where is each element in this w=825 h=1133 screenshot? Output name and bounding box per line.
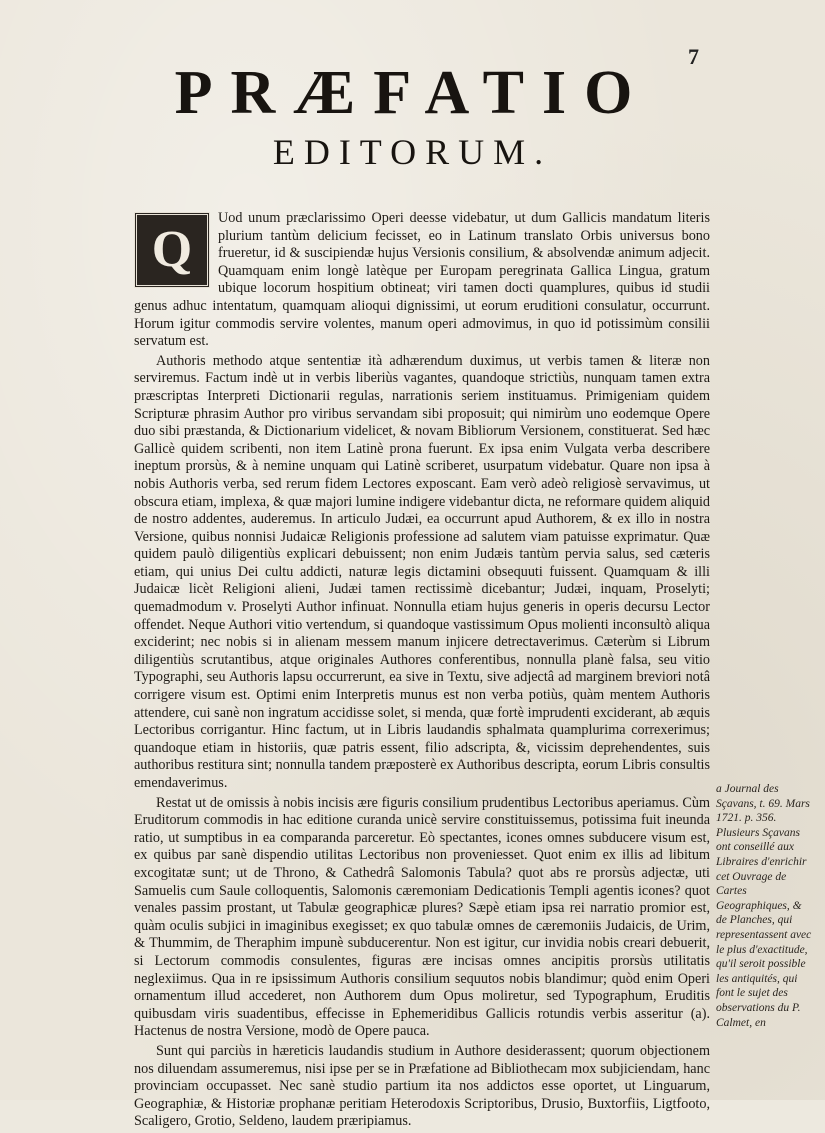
paragraph: Restat ut de omissis à nobis incisis ære figuris consilium prudentibus Lectoribus aperiamus. Cùm Eruditorum commodis in hac editione curanda unicè servire constituissemus, potissima fuit ineunda ratio, ut sumptibus in ea comparanda parceretur. Eò spectantes, icones omnes subducere visum est, ex quibus par sanè dispendio utilitas Lectoribus non proveniesset. Quot enim ex illis ad libitum excogitatæ sunt; ut de Throno, & Cathedrâ Salomonis Tabula? quot abs re prorsùs adjectæ, uti Samuelis cum Saule colloquentis, Salomonis cæremoniam Dedicationis Templi agentis icones? quot venales passim prostant, ut Tabulæ geographicæ plures? Sæpè etiam ipsa rei narratio promior est, quàm oculis subjici in imaginibus exegisset; ex quo tabulæ omnes de cæremoniis Judaicis, de Urim, & Thummim, de Theraphim impunè subducerentur. Non est igitur, cur invidia nobis creari debuerit, si Lectorum commodis consulentes, figuras ære incisas omnes ancipitis prorsùs utilitatis neglexiimus. Qua in re ipsissimum Authoris consilium sequutos nobis blandimur; quòd enim Operi ornamentum illud accederet, non Authorem dum Opus moliretur, sed Typographum, Eruditis quibusdam viris suadentibus, effecisse in Ephemeridibus Gallicis rotundis verbis asseritur (a). Hactenus de nostra Versione, modò de Opere pauca. bbox=[134, 794, 710, 1040]
body-text bbox=[134, 210, 710, 1133]
paragraph: Sunt qui parciùs in hæreticis laudandis studium in Authore desiderassent; quorum objectionem nos diluendam assumeremus, nisi ipse per se in Præfatione ad Bibliothecam mox subjiciendam, hanc provinciam occupasset. Nec sanè studio partium ita nos addictos esse oportet, ut Linguarum, Geographiæ, & Historiæ prophanæ peritiam Heterodoxis Scriptoribus, Drusio, Buxtorfiis, Ligtfooto, Scaligero, Grotio, Seldeno, laudem præripiamus. bbox=[134, 1042, 710, 1130]
margin-note: a Journal des Sçavans, t. 69. Mars 1721. p. 356. Plusieurs Sçavans ont conseillé aux Libraires d'enrichir cet Ouvrage de Cartes Geographiques, & de Planches, qui representassent avec le plus d'exactitude, qu'il seroit possible les antiquités, qui font le sujet des observations du P. Calmet, en bbox=[716, 783, 812, 1029]
decorated-initial: Q bbox=[134, 212, 210, 288]
page-subtitle: EDITORUM. bbox=[272, 132, 553, 172]
page-title: PRÆFATIO bbox=[174, 59, 651, 127]
paragraph: Uod unum præclarissimo Operi deesse videbatur, ut dum Gallicis mandatum literis plurium tantùm delicium fecisset, eo in Latinum translato Orbis universus bono frueretur, id & suscipiendæ hujus Versionis consilium, & absolvendæ animum adjecit. Quamquam enim longè latèque per Europam peregrinata Gallica Lingua, gratum ubique locorum hospitium obtineat; viri tamen docti quamplures, quibus id studii genus adhuc intentatum, quamquam alioqui dignissimi, ut eorum eruditioni consulatur, occurrunt. Horum igitur commodis servire volentes, manum operi admovimus, in quo id potissimùm consilii servatum est. bbox=[134, 210, 710, 350]
page-number: 7 bbox=[688, 44, 699, 69]
paragraph: Authoris methodo atque sententiæ ità adhærendum duximus, ut verbis tamen & literæ non serviremus. Factum indè ut in verbis liberiùs vagantes, quandoque strictiùs, nunquam tamen extra præscriptas Interpreti Dictionarii regulas, narrationis seriem instituamus. Primigeniam quidem Scripturæ phrasim Author pro viribus servandam sibi proposuit; qui nimirùm uno eodemque Opere duo sibi præstanda, & Dictionarium videlicet, & novam Bibliorum Versionem, constituerat. Sed hæc Gallicè quidem scribenti, non item Latinè prona fuerunt. Ex ipsa enim Vulgata verba describere ineptum prorsùs, & à nemine unquam qui Latinè scriberet, usurpatum videbatur. Quare non ipsa à nobis Authoris verba, sed rerum fidem Lectores exposcant. Eam verò adeò religiosè servavimus, ut obscura etiam, implexa, & quæ majori lumine indigere videbantur dicta, ne reformare quidem aliquid de nostro addentes, auderemus. In articulo Judæi, ea occurrunt apud Authorem, & ex illo in nostra Versione, quibus nonnisi Judaicæ Religionis professione ad salutem viam patuisse exprimatur. Quæ quidem paulò diligentiùs explicari debuissent; non enim Judæis tantùm pervia salus, sed cæteris etiam, qui unius Dei cultu addicti, naturæ legis dictamini obsequuti fuissent. Quamquam & illi Judaicæ licèt Religioni alieni, Judæi tamen rectissimè dicebantur; Judæi, inquam, Proselyti; quemadmodum v. Proselyti Author infinuat. Nonnulla etiam hujus generis in operis decursu Lector offendet. Neque Authori vitio vertendum, si quandoque vastissimum Opus molienti inconsultò aliqua exciderint; nec nobis si in alienam messem manum injicere detrectaverimus. Cæterùm si Librum diligentiùs scrutantibus, atque originales Authores conferentibus, nonnulla planè falsa, seu vitio Typographi, seu Authoris lapsu occurrerunt, ea sive in Textu, sive adjectâ ad marginem breviori notâ corrigere visum est. Optimi enim Interpretis munus est non verba potiùs, quàm mentem Authoris attendere, cui sanè non ingratum accidisse solet, si menda, quæ fortè imprudenti exciderant, ab æquis Lectoribus corrigantur. Hinc factum, ut in Libris laudandis sphalmata quamplurima correxerimus; quandoque etiam in historiis, quæ patris essent, filio adscripta, &, vicissim deprehendentes, suis authoribus restitura sint; nonnulla tandem præposterè ex Authoribus descripta, eorum Libris consultis emendaverimus. bbox=[134, 352, 710, 791]
